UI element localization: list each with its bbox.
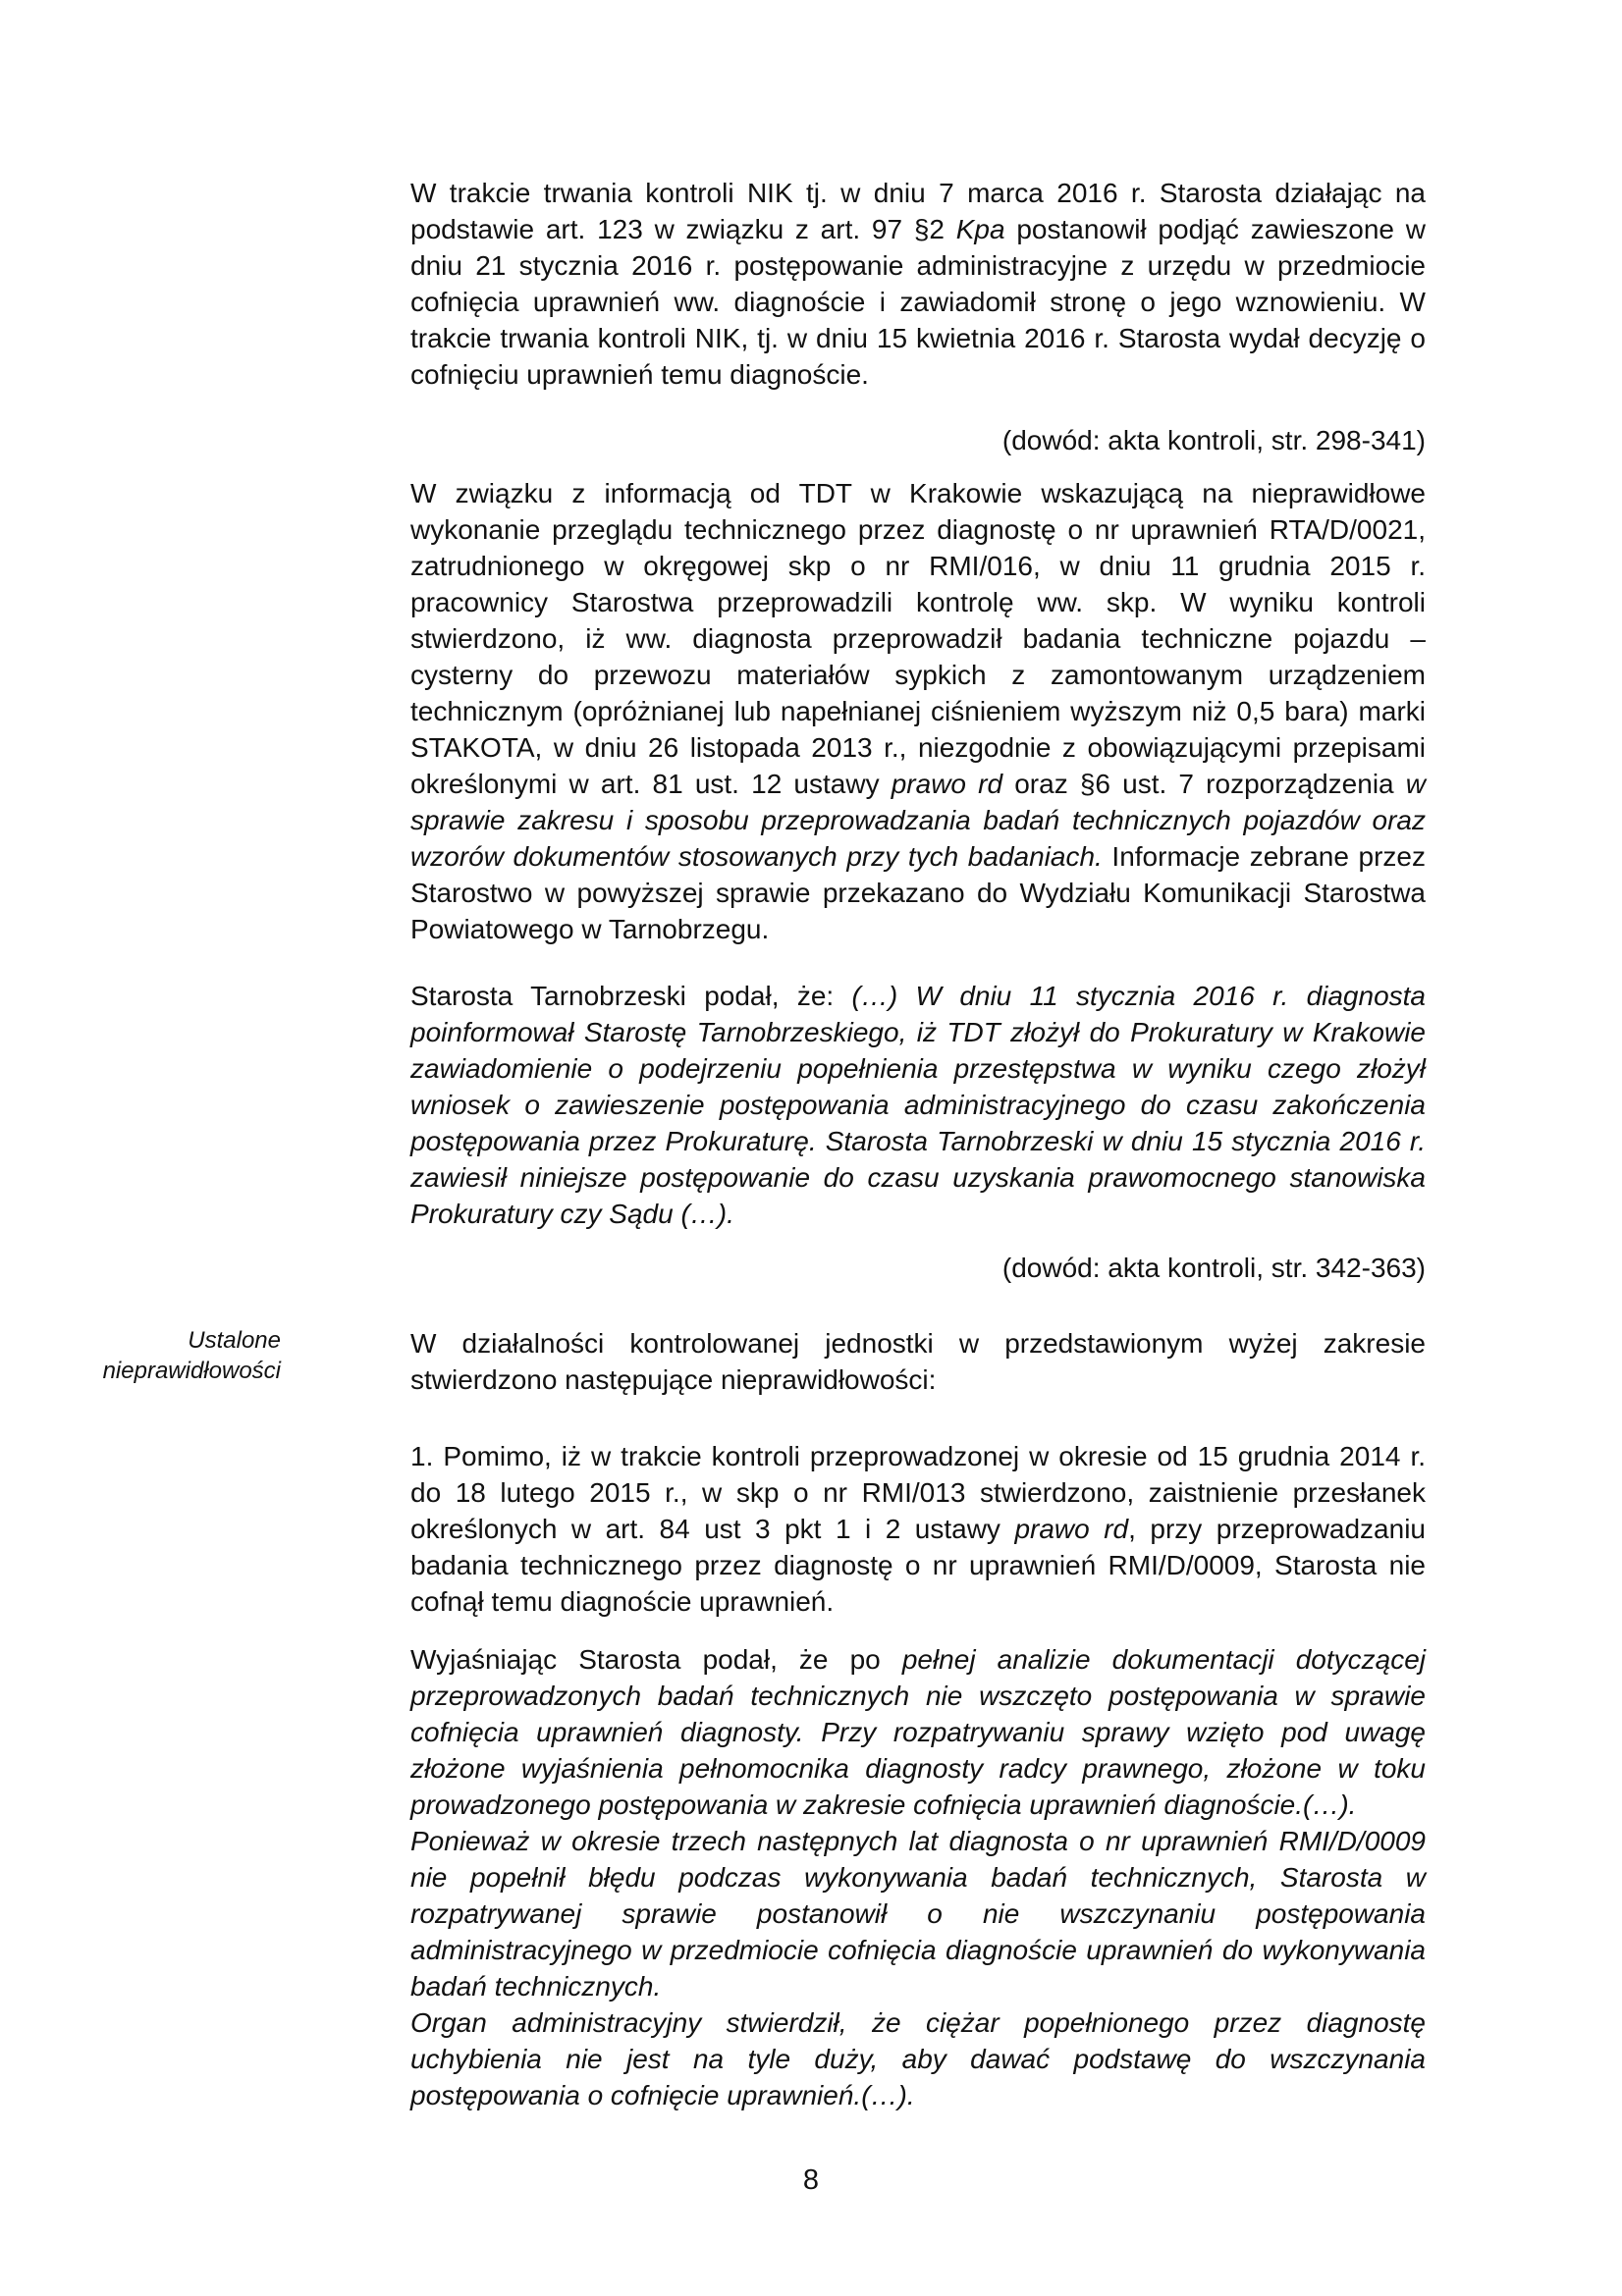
evidence-reference [410, 422, 1426, 458]
text: W trakcie trwania kontroli NIK tj. w dniu 7 marca 2016 r. Starosta działając na podstawie art. 123 w związku z art. 97 §2 [410, 178, 1426, 244]
italic-term: prawo rd [1014, 1514, 1129, 1544]
evidence-text: (dowód: akta kontroli, str. 342-363) [1001, 1253, 1426, 1283]
text: , przy przeprowadzaniu badania technicznego przez diagnostę o nr uprawnień RMI/D/0009, Starosta nie cofnął temu diagnoście uprawnień. [410, 1514, 1426, 1617]
text: oraz §6 ust. 7 rozporządzenia [1002, 769, 1406, 799]
side-label [98, 1325, 281, 1386]
italic-regulation-title: w sprawie zakresu i sposobu przeprowadzania badań technicznych pojazdów oraz wzorów dokumentów stosowanych przy tych badaniach. [410, 769, 1427, 872]
italic-quote: Organ administracyjny stwierdził, że ciężar popełnionego przez diagnostę uchybienia nie jest na tyle duży, aby dawać podstawę do wszczynania postępowania o cofnięcie uprawnień.(…). [410, 2007, 1426, 2110]
side-label-line: nieprawidłowości [102, 1358, 281, 1384]
text: W działalności kontrolowanej jednostki w przedstawionym wyżej zakresie stwierdzono następujące nieprawidłowości: [410, 1328, 1426, 1395]
paragraph-explanation [410, 1641, 1426, 2113]
text: W związku z informacją od TDT w Krakowie wskazującą na nieprawidłowe wykonanie przeglądu technicznego przez diagnostę o nr uprawnień RTA/D/0021, zatrudnionego w okręgowej skp o nr RMI/016, w dniu 11 grudnia 2015 r. pracownicy Starostwa przeprowadzili kontrolę ww. skp. W wyniku kontroli stwierdzono, iż ww. diagnosta przeprowadził badania techniczne pojazdu – cysterny do przewozu materiałów sypkich z zamontowanym urządzeniem technicznym (opróżnianej lub napełnianej ciśnieniem wyższym niż 0,5 bara) marki STAKOTA, w dniu 26 listopada 2013 r., niezgodnie z obowiązującymi przepisami określonymi w art. 81 ust. 12 ustawy [410, 478, 1426, 799]
text: Wyjaśniając Starosta podał, że po [410, 1644, 902, 1675]
text: Informacje zebrane przez Starostwo w powyższej sprawie przekazano do Wydziału Komunikacji Starostwa Powiatowego w Tarnobrzegu. [410, 841, 1426, 944]
page-number: 8 [802, 2164, 820, 2196]
italic-term: Kpa [955, 214, 1005, 244]
paragraph-irregularity-1 [410, 1438, 1426, 1620]
evidence-reference [410, 1250, 1426, 1286]
evidence-text: (dowód: akta kontroli, str. 298-341) [1001, 425, 1426, 455]
text: Starosta Tarnobrzeski podał, że: [410, 981, 852, 1011]
italic-quote: (…) W dniu 11 stycznia 2016 r. diagnosta poinformował Starostę Tarnobrzeskiego, iż TDT złożył do Prokuratury w Krakowie zawiadomienie o podejrzeniu popełnienia przestępstwa w wyniku czego złożył wniosek o zawieszenie postępowania administracyjnego do czasu zakończenia postępowania przez Prokuraturę. Starosta Tarnobrzeski w dniu 15 stycznia 2016 r. zawiesił niniejsze postępowanie do czasu uzyskania prawomocnego stanowiska Prokuratury czy Sądu (…). [410, 981, 1427, 1229]
italic-term: prawo rd [891, 769, 1003, 799]
italic-quote: Ponieważ w okresie trzech następnych lat diagnosta o nr uprawnień RMI/D/0009 nie popełnił błędu podczas wykonywania badań technicznych, Starosta w rozpatrywanej sprawie postanowił o nie wszczynaniu postępowania administracyjnego w przedmiocie cofnięcia diagnoście uprawnień do wykonywania badań technicznych. [410, 1826, 1426, 2002]
paragraph-suspension-resumed [410, 175, 1426, 393]
text: postanowił podjąć zawieszone w dniu 21 stycznia 2016 r. postępowanie administracyjne z urzędu w przedmiocie cofnięcia uprawnień ww. diagnoście i zawiadomił stronę o jego wznowieniu. W trakcie trwania kontroli NIK, tj. w dniu 15 kwietnia 2016 r. Starosta wydał decyzję o cofnięciu uprawnień temu diagnoście. [410, 214, 1426, 390]
paragraph-irregularities-intro [410, 1325, 1426, 1398]
italic-quote: pełnej analizie dokumentacji dotyczącej przeprowadzonych badań technicznych nie wszczęto postępowania w sprawie cofnięcia uprawnień diagnosty. Przy rozpatrywaniu sprawy wzięto pod uwagę złożone wyjaśnienia pełnomocnika diagnosty radcy prawnego, złożone w toku prowadzonego postępowania w zakresie cofnięcia uprawnień diagnoście.(…). [410, 1644, 1426, 1820]
paragraph-tdt-krakow [410, 475, 1426, 947]
paragraph-starosta-quote [410, 978, 1426, 1232]
text: 1. Pomimo, iż w trakcie kontroli przeprowadzonej w okresie od 15 grudnia 2014 r. do 18 lutego 2015 r., w skp o nr RMI/013 stwierdzono, zaistnienie przesłanek określonych w art. 84 ust 3 pkt 1 i 2 ustawy [410, 1441, 1426, 1544]
side-label-line: Ustalone [188, 1327, 281, 1354]
